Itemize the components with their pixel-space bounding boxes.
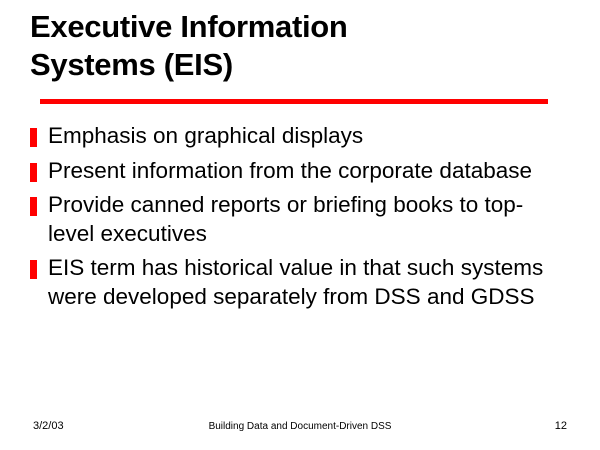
bullet-list	[30, 122, 575, 317]
list-item	[30, 254, 575, 311]
bullet-marker-icon	[30, 163, 37, 182]
slide-footer	[0, 420, 600, 434]
page-title-line-1: Executive Information	[30, 9, 348, 44]
title-divider	[40, 99, 548, 104]
bullet-marker-icon	[30, 197, 37, 216]
list-item	[30, 157, 575, 186]
page-title-line-2: Systems (EIS)	[30, 46, 233, 82]
list-item	[30, 122, 575, 151]
footer-date: 3/2/03	[33, 420, 64, 432]
list-item	[30, 191, 575, 248]
list-item-label: Emphasis on graphical displays	[48, 123, 364, 148]
bullet-marker-icon	[30, 260, 37, 279]
page-title	[30, 8, 570, 84]
footer-page-number: 12	[554, 420, 567, 432]
footer-title: Building Data and Document-Driven DSS	[208, 421, 392, 432]
list-item-label: Present information from the corporate database	[48, 157, 533, 183]
bullet-marker-icon	[30, 128, 37, 147]
list-item-label: Provide canned reports or briefing books to top-level executives	[48, 192, 524, 246]
list-item-label: EIS term has historical value in that such systems were developed separately from DSS and GDSS	[48, 255, 544, 309]
